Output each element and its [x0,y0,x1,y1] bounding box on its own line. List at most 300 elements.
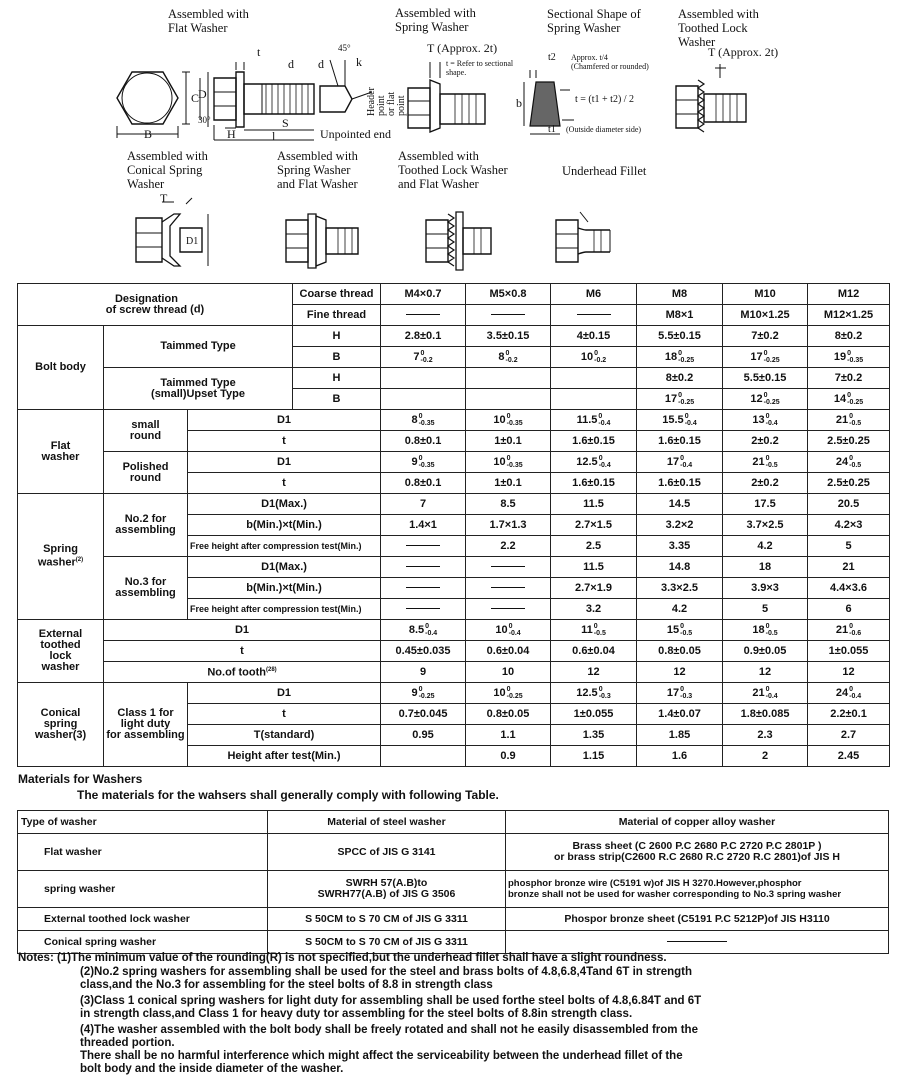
no-of-tooth-text: No.of tooth [207,666,266,679]
tol-value: 17 [666,455,680,468]
underhead-fillet-detail [556,212,610,262]
small-round-label: small round [104,410,188,452]
et-D1 [637,620,723,641]
tol-value: 12 [750,392,763,405]
note-4: (4)The washer assembled with the bolt body shall be freely rotated and shall not he easily disassembled from the threaded portion. There shall be no harmful interference which might affect the serviceability between the underhead fillet of the bolt body and the inside diameter of the washer. [80,1024,698,1075]
fw-small-t: 1.6±0.15 [551,431,637,452]
fine-thread-size [551,305,637,326]
no2-free: 4.2 [723,536,808,557]
symbol-H: H [227,127,236,141]
fw-small-t: 1±0.1 [466,431,551,452]
tol-limits: 0 -0.25 [418,686,435,700]
bolt-body-label: Bolt body [18,326,104,410]
tol-value: 17 [664,392,678,405]
no3-free [466,599,551,620]
symbol-D1: D1 [188,410,381,431]
no2-d1: 8.5 [466,494,551,515]
diagram-area [0,0,900,282]
materials-cell: spring washer [18,871,268,908]
tol-value: 8 [498,350,505,363]
class1-label: Class 1 for light duty for assembling [104,683,188,767]
no3-free: 3.2 [551,599,637,620]
et-D1 [808,620,890,641]
tol-value: 8.5 [408,623,425,636]
tol-limits: 0 -0.4 [508,623,521,637]
tol-value: 10 [580,350,594,363]
materials-cell: Conical spring washer [18,931,268,954]
no3-free: 6 [808,599,890,620]
et-t: 0.9±0.05 [723,641,808,662]
c-t: 2.2±0.1 [808,704,890,725]
label-spring-washer: Assembled with Spring Washer [395,6,476,34]
tol-value: 12.5 [576,686,598,699]
tol-limits: 0 -0.35 [418,455,435,469]
b-t-min-label: b(Min.)×t(Min.) [188,515,381,536]
tol-limits: 0 -0.3 [598,686,611,700]
fw-small-t: 2.5±0.25 [808,431,890,452]
fine-thread-size [381,305,466,326]
symbol-l: l [272,129,276,143]
dash-mark [406,587,440,588]
conical-label: Conical spring washer(3) [18,683,104,767]
bolt-H-row [18,326,890,347]
tol-limits: 0 -0.4 [598,455,611,469]
conical-spring-assembly [136,198,208,266]
coarse-thread-size: M12 [808,284,890,305]
tol-value: 11.5 [576,413,598,426]
designation-header [18,284,293,326]
bolt-B-value [551,347,637,368]
tol-limits: 0 -0.6 [849,623,862,637]
tol-limits: 0 -0.25 [847,392,864,406]
no3-d1: 21 [808,557,890,578]
materials-header-row [18,811,889,834]
et-t: 0.45±0.035 [381,641,466,662]
c-D1 [381,683,466,704]
c-D1 [723,683,808,704]
bolt-H-value: 8±0.2 [808,326,890,347]
c-T: 1.1 [466,725,551,746]
fw-pol-D1 [551,452,637,473]
tol-value: 19 [833,350,847,363]
materials-cell: SWRH 57(A.B)to SWRH77(A.B) of JIS G 3506 [268,871,506,908]
fw-pol-t: 1±0.1 [466,473,551,494]
tol-limits: 0 -0.4 [425,623,438,637]
materials-cell: S 50CM to S 70 CM of JIS G 3311 [268,931,506,954]
tol-value: 15.5 [662,413,684,426]
external-toothed-label: External toothed lock washer [18,620,104,683]
symbol-angle-30: 30° [198,115,211,125]
no2-bt: 3.2×2 [637,515,723,536]
coarse-thread-size: M5×0.8 [466,284,551,305]
bolt-B-small-value [808,389,890,410]
bolt-B-value [466,347,551,368]
no3-d1: 18 [723,557,808,578]
free-height-label: Free height after compression test(Min.) [188,536,381,557]
materials-row [18,834,889,871]
no3-d1: 14.8 [637,557,723,578]
dash-mark [491,314,525,315]
spring-flat-assembly [286,214,358,268]
designation-label: Designation of screw thread [105,292,188,316]
tol-value: 10 [493,455,506,468]
tol-limits: 0 -0.25 [763,350,780,364]
tol-value: 18 [664,350,678,363]
no2-free: 2.2 [466,536,551,557]
c-t: 0.7±0.045 [381,704,466,725]
tol-limits: 0 -0.2 [505,350,518,364]
fw-small-D1 [466,410,551,431]
tol-value: 21 [752,455,765,468]
taimmed-small-label: Taimmed Type (small)Upset Type [104,368,293,410]
symbol-approx-t4: Approx. t/4 [571,53,608,62]
header-point-detail [318,57,372,112]
tol-value: 10 [493,413,506,426]
et-t-row [18,641,890,662]
designation-symbol: (d) [187,303,205,316]
fw-pol-t: 1.6±0.15 [551,473,637,494]
symbol-B: B [293,389,381,410]
no-of-tooth-label [104,662,381,683]
c-D1 [466,683,551,704]
et-tooth: 12 [723,662,808,683]
label-toothed-and-flat: Assembled with Toothed Lock Washer and Flat Washer [398,149,508,191]
fw-small-D1 [551,410,637,431]
fine-thread-size: M8×1 [637,305,723,326]
tol-limits: 0 -0.5 [849,455,862,469]
symbol-t2: t2 [548,52,556,63]
tol-value: 7 [413,350,420,363]
no2-d1: 11.5 [551,494,637,515]
note-lead-label: Notes: (1) [18,952,72,964]
free-height-label: Free height after compression test(Min.) [188,599,381,620]
fw-small-t: 1.6±0.15 [637,431,723,452]
fw-pol-D1 [381,452,466,473]
dash-mark [491,608,525,609]
tol-value: 21 [835,623,849,636]
note-3: (3)Class 1 conical spring washers for light duty for assembling shall be used forthe steel bolts of 4.8,6.84T and 6T in strength class,and Class 1 for heavy duty tor assembling for the steel bolts of 8.8in strength class. [80,995,702,1020]
c-height: 2.45 [808,746,890,767]
tol-limits: 0 -0.35 [418,413,435,427]
symbol-D1: D1 [188,452,381,473]
tol-value: 9 [411,455,418,468]
no3-d1-row [18,557,890,578]
fw-small-D1 [381,410,466,431]
symbol-unpointed-end: Unpointed end [320,127,391,141]
coarse-thread-label: Coarse thread [293,284,381,305]
symbol-D1: D1 [186,236,199,247]
empty-cell [381,389,466,410]
label-spring-and-flat: Assembled with Spring Washer and Flat Washer [277,149,358,191]
c-t: 1.8±0.085 [723,704,808,725]
tol-limits: 0 -0.4 [765,686,778,700]
tol-value: 13 [752,413,765,426]
c-T: 0.95 [381,725,466,746]
symbol-t1: t1 [548,124,556,135]
T-standard-label: T(standard) [188,725,381,746]
bolt-H-small-value: 7±0.2 [808,368,890,389]
et-t: 0.6±0.04 [551,641,637,662]
symbol-angle: 45° [338,43,351,53]
c-t: 1.4±0.07 [637,704,723,725]
et-t: 0.6±0.04 [466,641,551,662]
symbol-D: D [198,87,207,101]
tol-limits: 0 -0.35 [847,350,864,364]
label-underhead-fillet: Underhead Fillet [562,164,647,178]
no2-d1: 7 [381,494,466,515]
symbol-t-approx: T (Approx. 2t) [427,41,498,55]
tol-limits: 0 -0.25 [678,392,695,406]
no3-free: 5 [723,599,808,620]
et-tooth: 12 [637,662,723,683]
tol-limits: 0 -0.4 [684,413,697,427]
symbol-formula: t = (t1 + t2) / 2 [575,94,635,105]
empty-cell [466,389,551,410]
no2-d1: 17.5 [723,494,808,515]
symbol-outside-side: (Outside diameter side) [566,125,642,134]
c-D1 [808,683,890,704]
materials-cell: Phospor bronze sheet (C5191 P.C 5212P)of JIS H3110 [506,908,889,931]
b-t-min-label: b(Min.)×t(Min.) [188,578,381,599]
hex-head-end-view [117,72,190,141]
et-D1 [466,620,551,641]
et-D1 [381,620,466,641]
label-toothed-lock: Assembled with Toothed Lock Washer [678,7,759,49]
c-D1-row [18,683,890,704]
materials-cell: S 50CM to S 70 CM of JIS G 3311 [268,908,506,931]
materials-table-body [18,811,889,954]
tol-limits: 0 -0.5 [680,623,693,637]
bolt-H-small-value: 5.5±0.15 [723,368,808,389]
dash-mark [577,314,611,315]
et-D1-row [18,620,890,641]
no3-free: 4.2 [637,599,723,620]
coarse-thread-size: M8 [637,284,723,305]
dash-mark [406,608,440,609]
flat-washer-label: Flat washer [18,410,104,494]
tol-value: 9 [411,686,418,699]
d1-max-label: D1(Max.) [188,494,381,515]
no3-bt: 4.4×3.6 [808,578,890,599]
no3-label: No.3 for assembling [104,557,188,620]
no2-free [381,536,466,557]
c-height [381,746,466,767]
c-t: 1±0.055 [551,704,637,725]
materials-cell: External toothed lock washer [18,908,268,931]
no2-label: No.2 for assembling [104,494,188,557]
symbol-H: H [293,326,381,347]
no3-free [381,599,466,620]
no2-d1-row [18,494,890,515]
symbol-t: t [188,704,381,725]
no3-bt [381,578,466,599]
tol-value: 11 [581,623,593,636]
tol-limits: 0 -0.25 [678,350,695,364]
et-tooth-row [18,662,890,683]
fw-small-D1 [808,410,890,431]
materials-cell: phosphor bronze wire (C5191 w)of JIS H 3270.However,phosphor bronze shall not be used for washer corresponding to No.3 spring washer [506,871,889,908]
tol-limits: 0 -0.25 [506,686,523,700]
tol-limits: 0 -0.2 [594,350,607,364]
empty-cell [551,368,637,389]
tol-value: 17 [666,686,680,699]
toothed-lock-assembly [676,64,746,132]
fw-small-t: 2±0.2 [723,431,808,452]
tol-value: 18 [752,623,765,636]
spring-washer-label [18,494,104,620]
symbol-B: B [293,347,381,368]
tol-value: 15 [666,623,680,636]
fw-pol-D1 [637,452,723,473]
c-t: 0.8±0.05 [466,704,551,725]
height-after-label: Height after test(Min.) [188,746,381,767]
materials-cell: Flat washer [18,834,268,871]
no3-bt: 3.3×2.5 [637,578,723,599]
tol-limits: 0 -0.35 [506,413,523,427]
no3-bt [466,578,551,599]
fine-thread-size: M10×1.25 [723,305,808,326]
symbol-t: t [257,45,261,59]
materials-header-cell: Material of steel washer [268,811,506,834]
bolt-H-value: 7±0.2 [723,326,808,347]
dash-mark [491,587,525,588]
symbol-chamfered: (Chamfered or rounded) [571,62,649,71]
bolt-H-small-row [18,368,890,389]
fw-pol-t: 0.8±0.1 [381,473,466,494]
coarse-thread-size: M10 [723,284,808,305]
toothed-flat-assembly [426,212,491,270]
bolt-H-small-value: 8±0.2 [637,368,723,389]
tol-limits: 0 -0.3 [680,686,693,700]
no2-bt: 1.4×1 [381,515,466,536]
c-height: 1.15 [551,746,637,767]
fw-small-D1 [723,410,808,431]
label-conical-spring: Assembled with Conical Spring Washer [127,149,208,191]
fw-small-D1-row [18,410,890,431]
bolt-B-value [723,347,808,368]
materials-table [17,810,889,954]
polished-round-label: Polished round [104,452,188,494]
washer-spec-table [17,283,890,767]
c-height: 2 [723,746,808,767]
no3-bt: 3.9×3 [723,578,808,599]
et-tooth: 12 [808,662,890,683]
coarse-thread-size: M4×0.7 [381,284,466,305]
tol-limits: 0 -0.5 [765,623,778,637]
symbol-t-approx-2: T (Approx. 2t) [708,45,779,59]
tol-value: 24 [835,455,849,468]
c-T: 2.3 [723,725,808,746]
tol-value: 17 [750,350,763,363]
fw-pol-D1 [723,452,808,473]
coarse-thread-size: M6 [551,284,637,305]
bolt-B-value [808,347,890,368]
symbol-S: S [282,116,289,130]
et-t: 0.8±0.05 [637,641,723,662]
d1-max-label: D1(Max.) [188,557,381,578]
materials-cell: SPCC of JIS G 3141 [268,834,506,871]
materials-row [18,871,889,908]
spring-washer-text: Spring washer [37,543,78,569]
tol-limits: 0 -0.35 [506,455,523,469]
bolt-H-value: 2.8±0.1 [381,326,466,347]
et-tooth: 10 [466,662,551,683]
fw-pol-t: 2±0.2 [723,473,808,494]
symbol-d: d [288,57,294,71]
fw-pol-D1 [466,452,551,473]
label-flat-washer: Assembled with Flat Washer [168,7,249,35]
fw-pol-D1-row [18,452,890,473]
c-T: 2.7 [808,725,890,746]
empty-cell [551,389,637,410]
no2-free: 3.35 [637,536,723,557]
bolt-B-value [381,347,466,368]
no2-d1: 20.5 [808,494,890,515]
bolt-B-value [637,347,723,368]
tol-value: 10 [495,623,508,636]
tol-limits: 0 -0.5 [849,413,862,427]
tol-value: 21 [835,413,849,426]
symbol-H: H [293,368,381,389]
tol-value: 12.5 [576,455,598,468]
bolt-H-value: 4±0.15 [551,326,637,347]
tol-limits: 0 -0.5 [765,455,778,469]
tol-limits: 0 -0.2 [420,350,433,364]
tol-limits: 0 -0.4 [849,686,862,700]
no2-d1: 14.5 [637,494,723,515]
no2-bt: 4.2×3 [808,515,890,536]
tol-value: 24 [835,686,849,699]
empty-cell [381,368,466,389]
spec-table-body [18,284,890,767]
c-D1 [551,683,637,704]
materials-intro: The materials for the wahsers shall generally comply with following Table. [77,788,499,802]
et-tooth: 12 [551,662,637,683]
c-T: 1.35 [551,725,637,746]
label-sectional-shape: Sectional Shape of Spring Washer [547,7,641,35]
taimmed-type-label: Taimmed Type [104,326,293,368]
no2-bt: 3.7×2.5 [723,515,808,536]
fine-thread-label: Fine thread [293,305,381,326]
materials-row [18,908,889,931]
tol-limits: 0 -0.4 [680,455,693,469]
materials-header-cell: Material of copper alloy washer [506,811,889,834]
coarse-thread-row [18,284,890,305]
symbol-d2: d [318,57,324,71]
fw-pol-t: 2.5±0.25 [808,473,890,494]
symbol-t: t [104,641,381,662]
symbol-b: b [516,96,522,110]
fine-thread-size: M12×1.25 [808,305,890,326]
symbol-C: C [191,91,200,105]
no2-bt: 2.7×1.5 [551,515,637,536]
fw-pol-t: 1.6±0.15 [637,473,723,494]
tol-limits: 0 -0.25 [763,392,780,406]
note-lead [18,952,667,965]
bolt-B-small-value [723,389,808,410]
no2-bt: 1.7×1.3 [466,515,551,536]
symbol-t: t [188,431,381,452]
c-D1 [637,683,723,704]
tol-value: 10 [493,686,506,699]
c-height: 1.6 [637,746,723,767]
bolt-side-view-flat-washer [200,62,314,143]
symbol-refer-note: t = Refer to sectional shape. [446,59,514,77]
fw-pol-D1 [808,452,890,473]
fw-small-D1 [637,410,723,431]
et-t: 1±0.055 [808,641,890,662]
spring-washer-note-ref: (2) [75,557,84,564]
